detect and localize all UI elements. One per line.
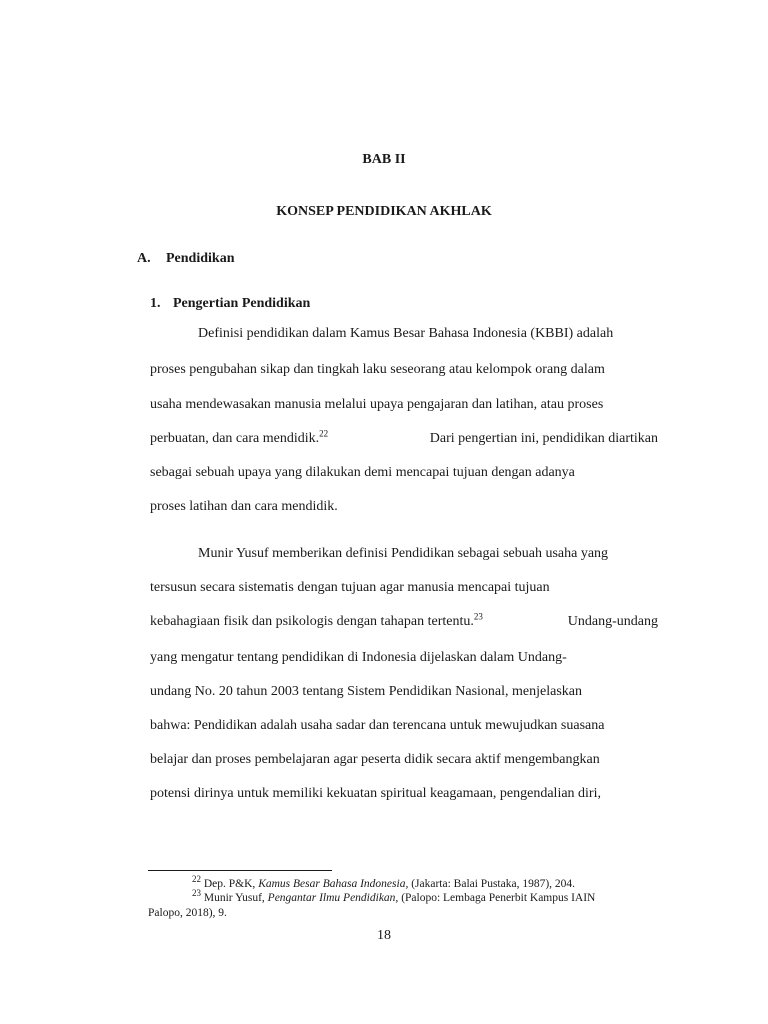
paragraph-line: tersusun secara sistematis dengan tujuan agar manusia mencapai tujuan [150, 580, 550, 595]
footnote-22: $^{22}$ Dep. P&K, Kamus Besar Bahasa Indonesia, (Jakarta: Balai Pustaka, 1987), 204. [192, 874, 576, 890]
section-marker: A. [137, 251, 151, 266]
paragraph-line: proses latihan dan cara mendidik. [150, 499, 338, 514]
footnote-title: Pengantar Ilmu Pendidikan, [267, 892, 399, 904]
paragraph-line: Munir Yusuf memberikan definisi Pendidikan sebagai sebuah usaha yang [198, 546, 609, 561]
chapter-title: KONSEP PENDIDIKAN AKHLAK [276, 204, 492, 219]
paragraph-line: Definisi pendidikan dalam Kamus Besar Bahasa Indonesia (KBBI) adalah [198, 326, 614, 341]
footnote-number: 22 [192, 874, 201, 885]
chapter-heading: BAB II [362, 152, 406, 167]
line-text: kebahagiaan fisik dan psikologis dengan tahapan tertentu.$^{23}$ [150, 611, 483, 629]
paragraph-line [150, 428, 658, 447]
paragraph-line: bahwa: Pendidikan adalah usaha sadar dan terencana untuk mewujudkan suasana [150, 718, 605, 733]
page-number: 18 [377, 928, 391, 943]
section-heading: Pendidikan [166, 251, 235, 266]
footnote-23: $^{23}$ Munir Yusuf, Pengantar Ilmu Pendidikan, (Palopo: Lembaga Penerbit Kampus IAIN [192, 888, 596, 904]
footnote-continuation: Palopo, 2018), 9. [148, 907, 227, 919]
paragraph-line: proses pengubahan sikap dan tingkah laku seseorang atau kelompok orang dalam [150, 362, 605, 377]
footnote-ref-23: 23 [473, 611, 483, 622]
footnote-separator [148, 870, 332, 871]
paragraph-line: usaha mendewasakan manusia melalui upaya pengajaran dan latihan, atau proses [150, 397, 604, 412]
footnote-number: 23 [192, 888, 201, 899]
paragraph-line: belajar dan proses pembelajaran agar peserta didik secara aktif mengembangkan [150, 752, 600, 767]
paragraph-line: undang No. 20 tahun 2003 tentang Sistem Pendidikan Nasional, menjelaskan [150, 684, 582, 699]
paragraph-line [150, 611, 658, 630]
footnote-ref-22: 22 [319, 428, 329, 439]
paragraph-line: yang mengatur tentang pendidikan di Indonesia dijelaskan dalam Undang- [150, 650, 567, 665]
subsection-marker: 1. [150, 296, 161, 311]
footnote-title: Kamus Besar Bahasa Indonesia, [258, 878, 409, 890]
line-text: perbuatan, dan cara mendidik.$^{22}$ [150, 428, 329, 446]
paragraph-line: potensi dirinya untuk memiliki kekuatan spiritual keagamaan, pengendalian diri, [150, 786, 601, 801]
line-text: Undang-undang [567, 614, 658, 629]
subsection-heading: Pengertian Pendidikan [173, 296, 311, 311]
line-text: Dari pengertian ini, pendidikan diartikan [429, 431, 658, 446]
paragraph-line: sebagai sebuah upaya yang dilakukan demi mencapai tujuan dengan adanya [150, 465, 575, 480]
